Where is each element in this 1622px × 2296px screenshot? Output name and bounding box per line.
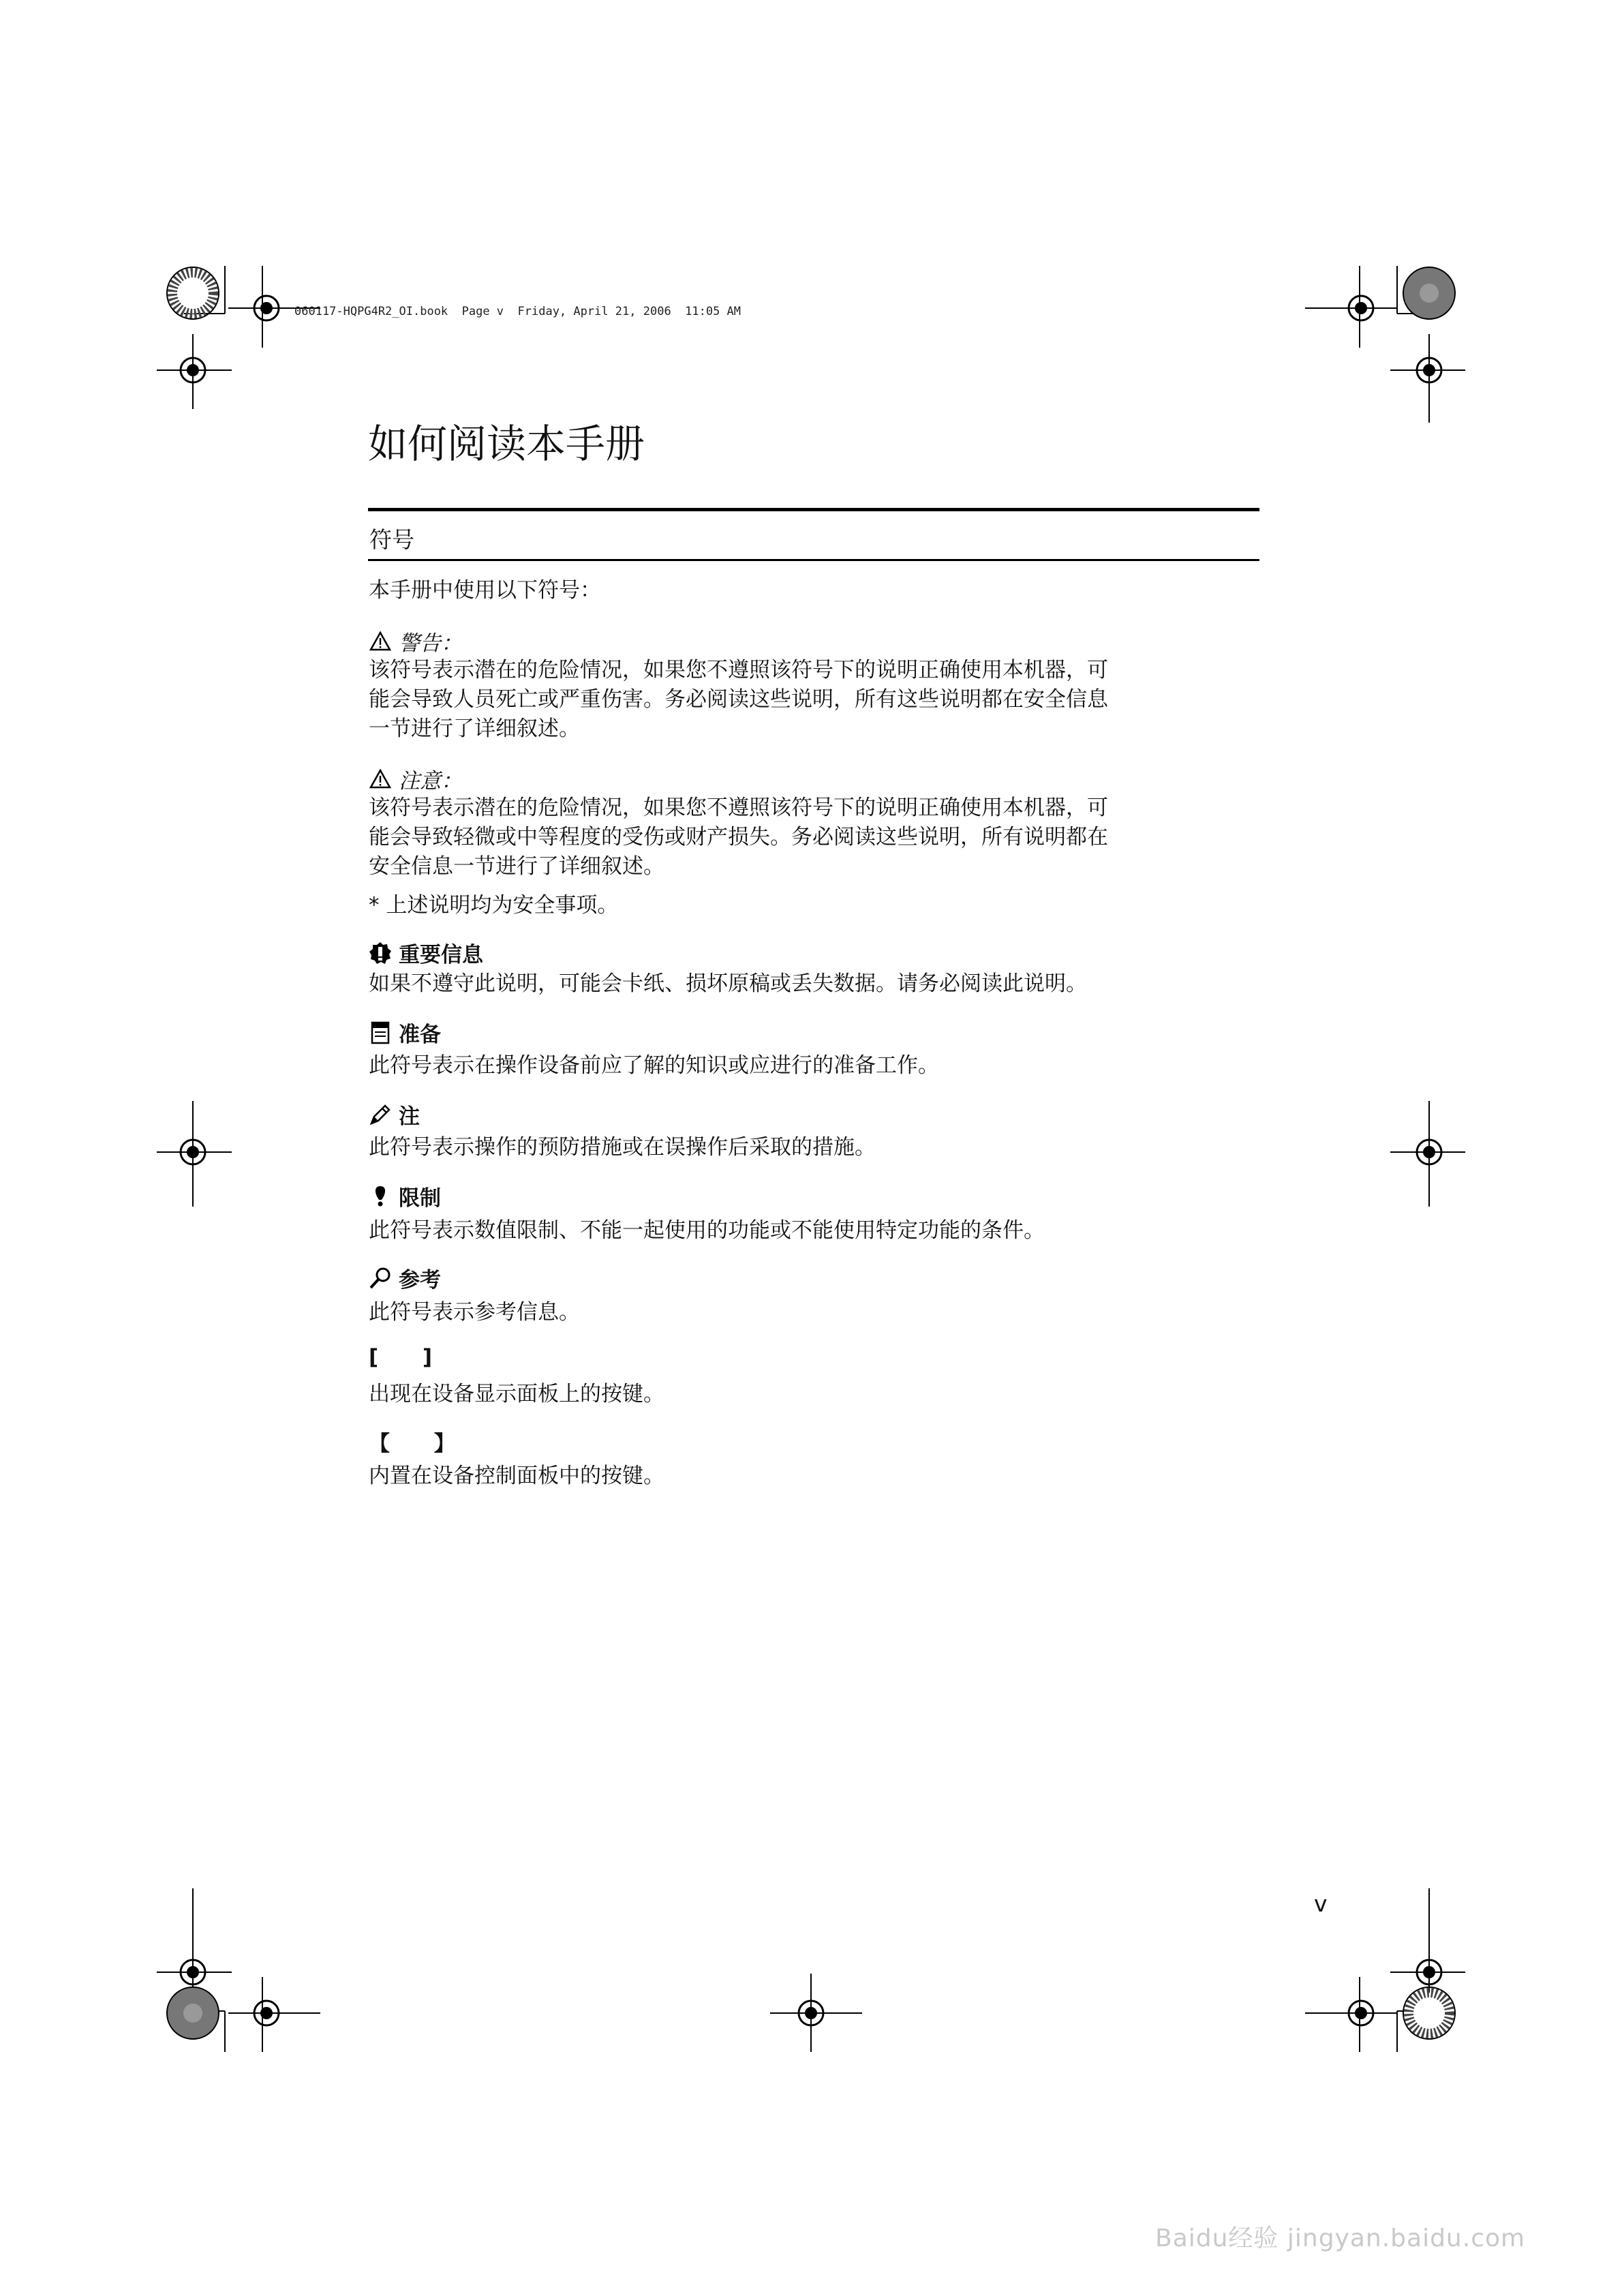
- preparation-label: [369, 1017, 441, 1048]
- warning-text: [369, 656, 1261, 744]
- warning-line: 一节进行了详细叙述。: [369, 716, 580, 741]
- preparation-book-icon: [369, 1021, 392, 1044]
- display-keys-brackets: [ ]: [369, 1345, 433, 1370]
- note-label: [369, 1099, 420, 1130]
- limitation-label: [369, 1181, 441, 1211]
- limitation-text: 此符号表示数值限制、不能一起使用的功能或不能使用特定功能的条件。: [369, 1218, 1045, 1243]
- safety-note: * 上述说明均为安全事项。: [369, 893, 619, 918]
- note-text: 此符号表示操作的预防措施或在误操作后采取的措施。: [369, 1135, 876, 1160]
- page-title: 如何阅读本手册: [368, 421, 645, 467]
- display-keys-text: 出现在设备显示面板上的按键。: [369, 1382, 664, 1406]
- caution-label: [369, 764, 462, 794]
- section-rule-top: [368, 508, 1259, 511]
- caution-line: 能会导致轻微或中等程度的受伤或财产损失。务必阅读这些说明，所有说明都在: [369, 825, 1108, 849]
- warning-line: 该符号表示潜在的危险情况，如果您不遵照该符号下的说明正确使用本机器，可: [369, 658, 1108, 682]
- important-label-text: 重要信息: [399, 943, 483, 967]
- reference-label-text: 参考: [399, 1268, 441, 1293]
- reference-label: [369, 1263, 441, 1293]
- preparation-text: 此符号表示在操作设备前应了解的知识或应进行的准备工作。: [369, 1053, 939, 1078]
- important-label: [369, 937, 483, 968]
- warning-label: [369, 626, 462, 656]
- warning-label-text: 警告：: [399, 631, 462, 656]
- caution-triangle-icon: [369, 768, 392, 791]
- section-title: 符号: [369, 526, 414, 553]
- warning-triangle-icon: [369, 630, 392, 653]
- panel-keys-text: 内置在设备控制面板中的按键。: [369, 1464, 664, 1488]
- caution-line: 该符号表示潜在的危险情况，如果您不遵照该符号下的说明正确使用本机器，可: [369, 796, 1108, 820]
- panel-keys-brackets: 【 】: [369, 1432, 455, 1456]
- intro-text: 本手册中使用以下符号：: [369, 578, 601, 603]
- caution-text: [369, 794, 1261, 881]
- limitation-exclamation-icon: [369, 1185, 392, 1208]
- page-number: v: [1314, 1890, 1328, 1917]
- section-rule-bottom: [368, 559, 1259, 561]
- display-keys-label: [369, 1345, 432, 1370]
- warning-line: 能会导致人员死亡或严重伤害。务必阅读这些说明，所有这些说明都在安全信息: [369, 687, 1108, 712]
- watermark: Baidu经验 jingyan.baidu.com: [1155, 2224, 1526, 2252]
- file-header-info: 060117-HQPG4R2_OI.book Page v Friday, April 21, 2006 11:05 AM: [294, 305, 741, 318]
- note-label-text: 注: [399, 1104, 420, 1129]
- caution-line: 安全信息一节进行了详细叙述。: [369, 854, 664, 879]
- note-pencil-icon: [369, 1103, 392, 1126]
- reference-magnifier-icon: [369, 1267, 392, 1290]
- important-text: 如果不遵守此说明，可能会卡纸、损坏原稿或丢失数据。请务必阅读此说明。: [369, 971, 1087, 996]
- panel-keys-label: [369, 1426, 455, 1457]
- caution-label-text: 注意：: [399, 769, 462, 794]
- limitation-label-text: 限制: [399, 1186, 441, 1211]
- reference-text: 此符号表示参考信息。: [369, 1300, 580, 1325]
- preparation-label-text: 准备: [399, 1023, 441, 1047]
- important-icon: [369, 941, 392, 965]
